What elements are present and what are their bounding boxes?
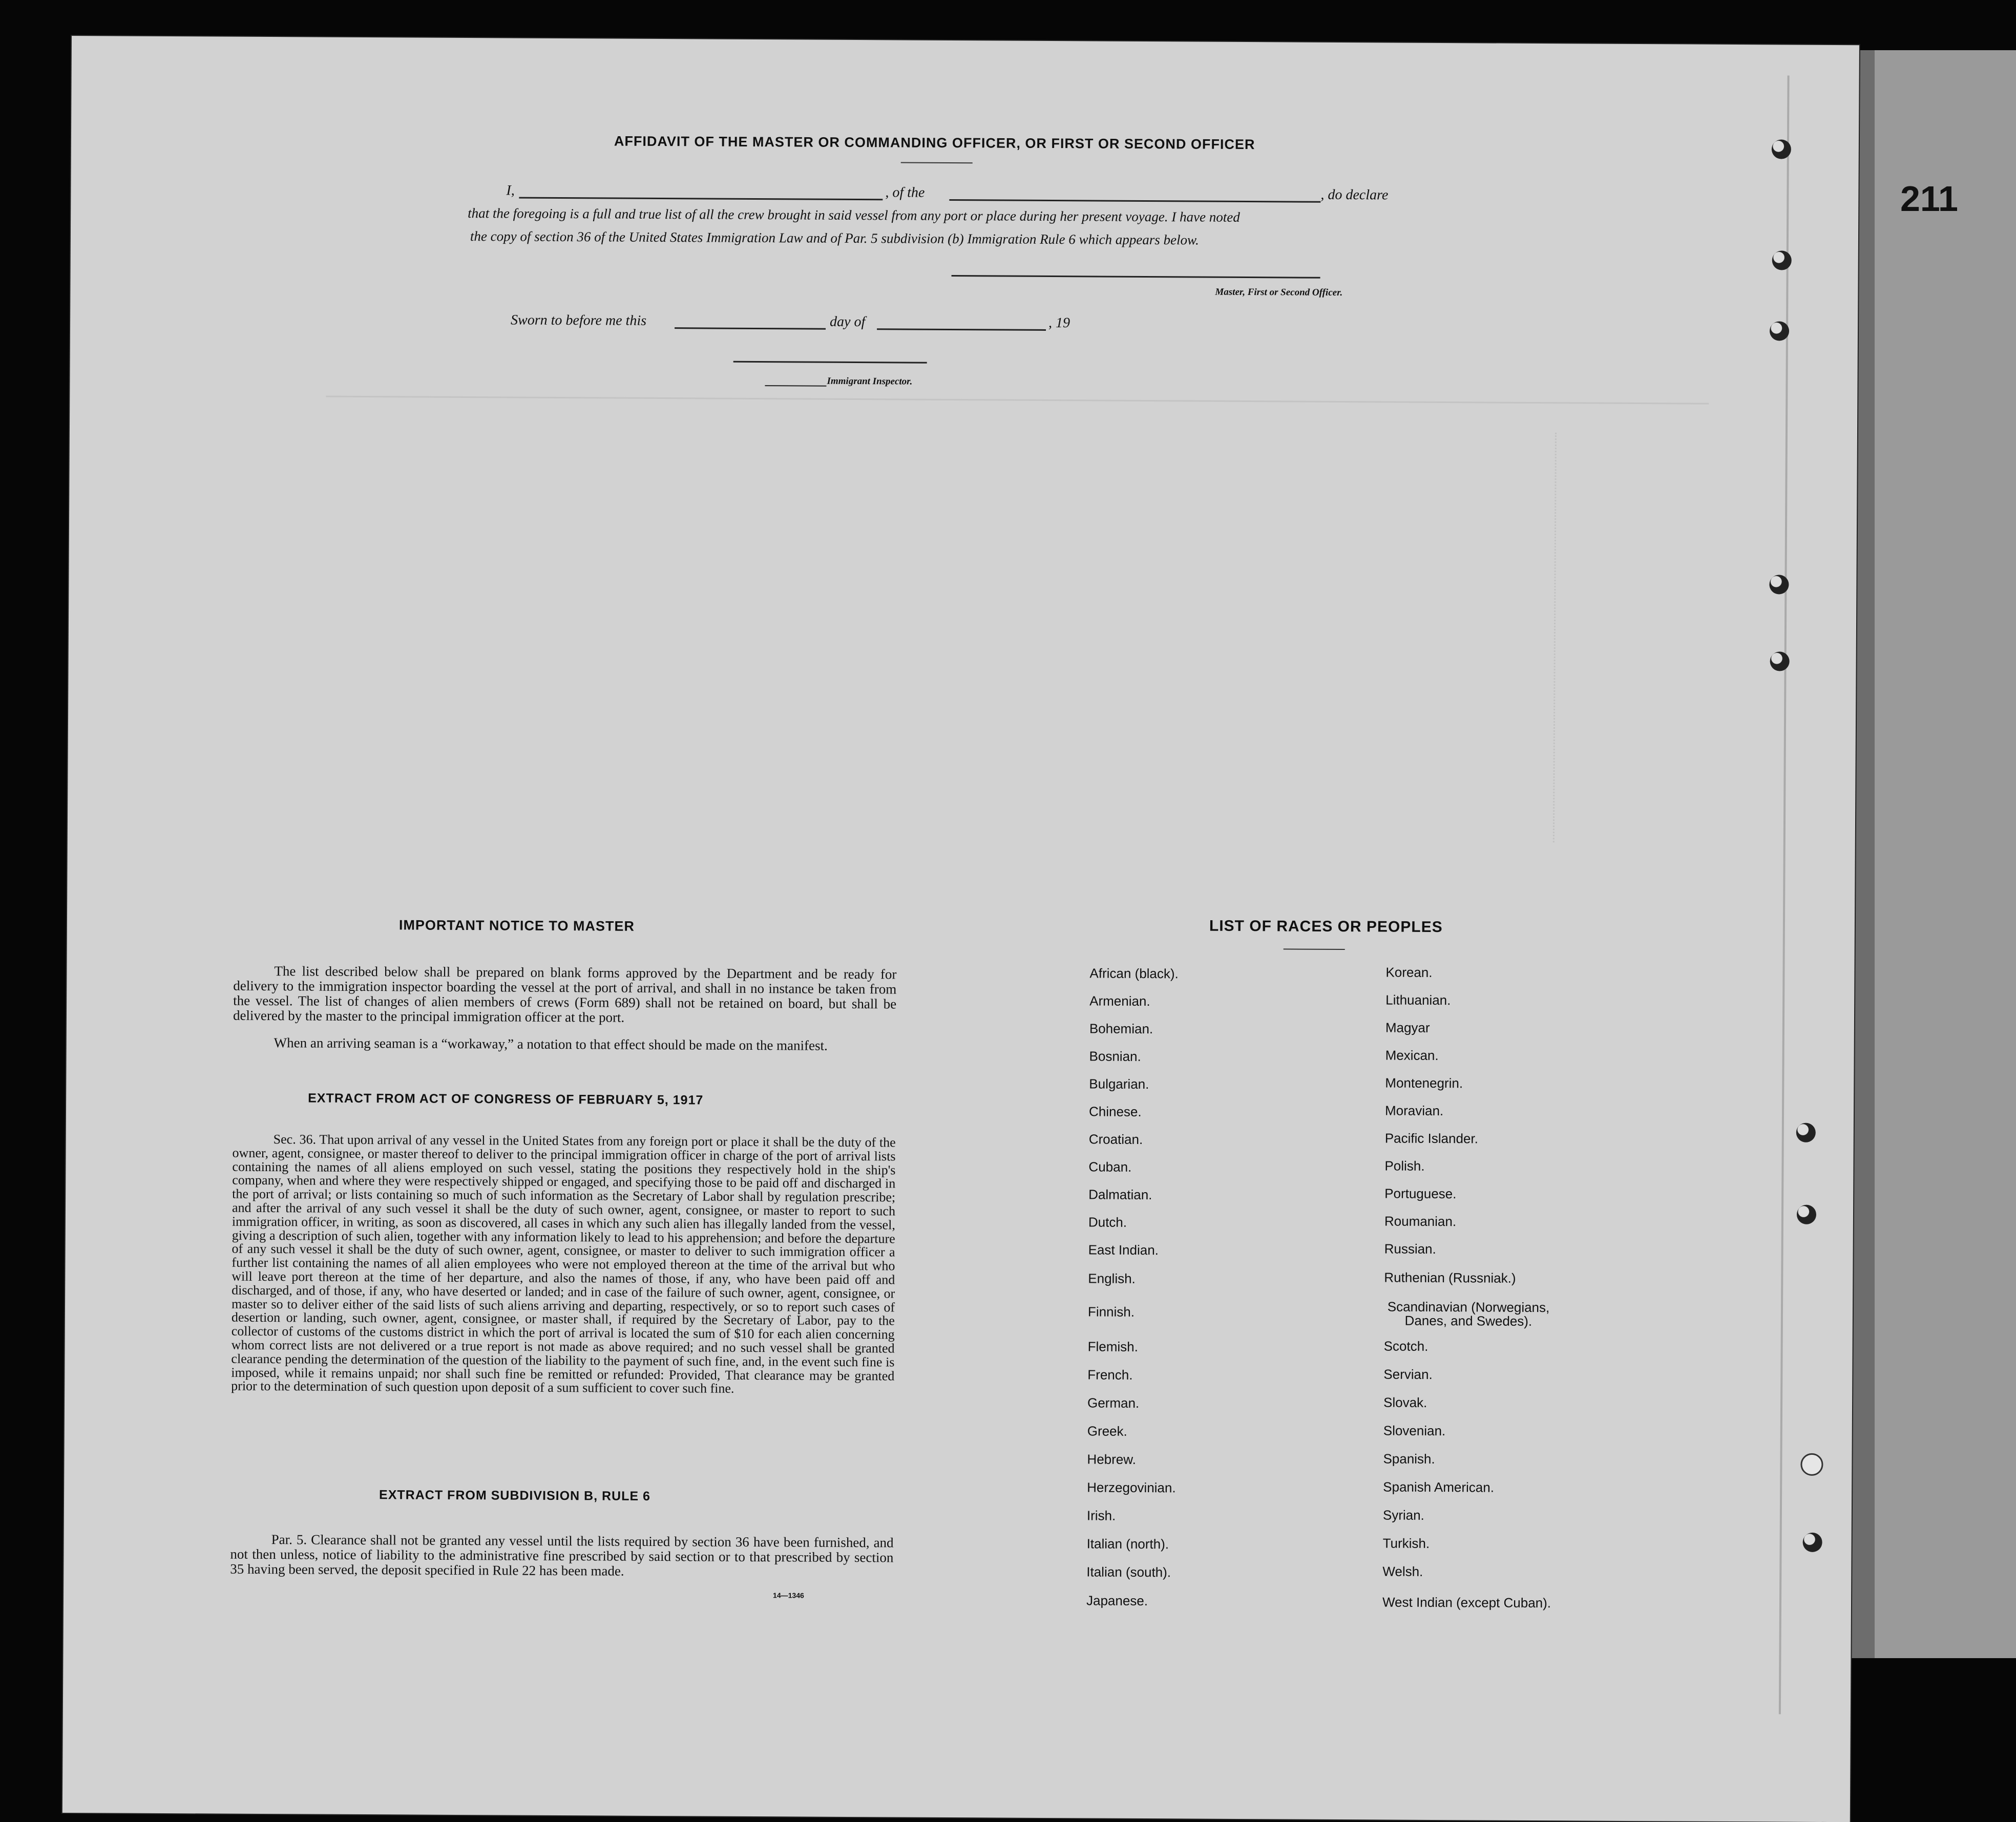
- form-number: 14—1346: [773, 1591, 804, 1600]
- race-item: Mexican.: [1385, 1047, 1439, 1063]
- race-item: Greek.: [1087, 1423, 1127, 1439]
- race-item: West Indian (except Cuban).: [1382, 1594, 1551, 1611]
- race-item: Spanish.: [1383, 1451, 1435, 1467]
- binder-hole: [1770, 321, 1789, 341]
- underlying-page: [1839, 50, 2016, 1658]
- race-item: German.: [1087, 1395, 1140, 1411]
- race-item: Polish.: [1384, 1158, 1425, 1174]
- affidavit-line-2: that the foregoing is a full and true list of all the crew brought in said vessel from any port or place during her present voyage. I have noted: [468, 205, 1240, 225]
- race-item: Korean.: [1385, 964, 1433, 980]
- binder-hole: [1770, 651, 1790, 671]
- race-item: East Indian.: [1088, 1242, 1159, 1258]
- race-item: Welsh.: [1382, 1563, 1423, 1579]
- master-signature-line[interactable]: [952, 275, 1320, 279]
- race-item: Spanish American.: [1383, 1479, 1495, 1495]
- race-item: Servian.: [1383, 1366, 1433, 1382]
- race-item: Bulgarian.: [1089, 1076, 1149, 1092]
- race-item: Roumanian.: [1384, 1213, 1457, 1230]
- binder-hole: [1769, 575, 1789, 594]
- race-item: Magyar: [1385, 1020, 1430, 1035]
- notice-title: IMPORTANT NOTICE TO MASTER: [398, 917, 635, 934]
- notice-paragraph-1: The list described below shall be prepared on blank forms approved by the Department and be ready for delivery to the immigration inspector boarding the vessel at the port of arrival, and shall in no instance be taken from the vessel. The list of changes of alien members of crews (Form 689) shall not be retained on board, but shall be delivered by the master to the principal immigration officer at the port.: [233, 963, 897, 1025]
- race-item: Lithuanian.: [1385, 992, 1451, 1008]
- affidavit-line-1: [470, 182, 1433, 208]
- race-item: Italian (south).: [1086, 1564, 1171, 1580]
- race-item: Bohemian.: [1089, 1021, 1153, 1037]
- master-signature-label: Master, First or Second Officer.: [1215, 286, 1343, 298]
- binder-hole: [1797, 1205, 1816, 1224]
- sworn-day-field[interactable]: [675, 313, 826, 330]
- race-item: Croatian.: [1088, 1131, 1143, 1147]
- underlying-page-number: 211: [1900, 179, 1958, 219]
- race-item: African (black).: [1089, 965, 1179, 982]
- race-item: Armenian.: [1089, 993, 1150, 1009]
- sworn-year: , 19: [1048, 314, 1070, 331]
- race-item: Hebrew.: [1087, 1451, 1136, 1467]
- binder-hole: [1772, 250, 1792, 270]
- race-item: Turkish.: [1382, 1535, 1430, 1551]
- race-item: Scotch.: [1383, 1338, 1429, 1354]
- binder-hole: [1803, 1533, 1822, 1552]
- affidavit-line-3: the copy of section 36 of the United States Immigration Law and of Par. 5 subdivision (b) Immigration Rule 6 which appears below.: [470, 228, 1199, 248]
- sworn-prefix: Sworn to before me this: [511, 312, 647, 329]
- affidavit-i: I,: [506, 182, 515, 199]
- races-left-column: [1086, 965, 1346, 1663]
- race-item: Japanese.: [1086, 1593, 1148, 1609]
- manifest-back-page: [62, 36, 1859, 1822]
- race-item: English.: [1088, 1270, 1136, 1286]
- race-item: Bosnian.: [1089, 1048, 1141, 1064]
- inspector-short-line[interactable]: [765, 385, 826, 387]
- extract-act-title: EXTRACT FROM ACT OF CONGRESS OF FEBRUARY 5, 1917: [308, 1091, 704, 1108]
- vessel-field[interactable]: [949, 185, 1320, 203]
- affidavit-do-declare: , do declare: [1320, 186, 1389, 203]
- binder-hole: [1772, 139, 1791, 159]
- race-item: Finnish.: [1087, 1304, 1135, 1320]
- notice-paragraph-2: When an arriving seaman is a “workaway,” a notation to that effect should be made on the manifest.: [274, 1035, 828, 1053]
- race-item: Ruthenian (Russniak.): [1384, 1269, 1516, 1286]
- title-rule: [901, 162, 973, 163]
- races-title: LIST OF RACES OR PEOPLES: [1209, 917, 1443, 936]
- binder-hole: [1800, 1453, 1823, 1476]
- race-item: Russian.: [1384, 1241, 1436, 1257]
- name-field[interactable]: [519, 183, 883, 201]
- race-item: Portuguese.: [1384, 1185, 1457, 1202]
- sworn-day-of: day of: [830, 313, 866, 330]
- race-item: Irish.: [1086, 1508, 1116, 1523]
- sworn-line: [511, 312, 1125, 335]
- sworn-month-field[interactable]: [877, 314, 1046, 331]
- extract-act-text: Sec. 36. That upon arrival of any vessel in the United States from any foreign port or place it shall be the duty of the owner, agent, consignee, or master thereof to deliver to the principal immigration officer in charge of the port of arrival lists containing the names of all aliens employed on such vessel, stating the positions they respectively hold in the ship's company, when and where they were respectively shipped or engaged, and specifying those to be paid off and discharged in the port of arrival; or lists containing so much of such information as the Secretary of Labor shall by regulation prescribe; and after the arrival of any such vessel it shall be the duty of such owner, agent, consignee, or master to report to such immigration officer, in writing, as soon as discovered, all cases in which any such alien has illegally landed from the vessel, giving a description of such alien, together with any information likely to lead to his apprehension; and before the departure of any such vessel it shall be the duty of such owner, agent, consignee, or master to deliver to such immigration officer a further list containing the names of all alien employees who were not employed thereon at the time of the arrival but who will leave port thereon at the time of her departure, and also the names of those, if any, who have been paid off and discharged, and of those, if any, who have deserted or landed; and in case of the failure of such owner, agent, consignee, or master so to deliver either of the said lists of such aliens arriving and departing, respectively, or so to report such cases of desertion or landing, such owner, agent, consignee, or master shall, if required by the Secretary of Labor, pay to the collector of customs of the customs district in which the port of arrival is located the sum of $10 for each alien concerning whom correct lists are not delivered or a true report is not made as above required; and no such vessel shall be granted clearance pending the determination of the question of the liability to the payment of such fine, and, in the event such fine is imposed, while it remains unpaid; nor shall such fine be remitted or refunded: Provided, That clearance may be granted prior to the determination of such question upon deposit of a sum sufficient to cover such fine.: [231, 1132, 896, 1396]
- race-item: Flemish.: [1087, 1339, 1138, 1354]
- race-item: Dutch.: [1088, 1214, 1127, 1230]
- race-item: Slovenian.: [1383, 1423, 1446, 1439]
- race-item: Dalmatian.: [1088, 1187, 1152, 1203]
- inspector-label: Immigrant Inspector.: [827, 375, 913, 387]
- races-title-rule: [1284, 948, 1345, 950]
- race-item: Herzegovinian.: [1087, 1479, 1176, 1496]
- affidavit-title: AFFIDAVIT OF THE MASTER OR COMMANDING OFFICER, OR FIRST OR SECOND OFFICER: [614, 133, 1255, 153]
- race-item: Italian (north).: [1086, 1536, 1169, 1552]
- affidavit-of-the: , of the: [885, 184, 925, 201]
- race-item: Syrian.: [1382, 1507, 1424, 1523]
- extract-rule-title: EXTRACT FROM SUBDIVISION B, RULE 6: [379, 1488, 651, 1503]
- race-item: Pacific Islander.: [1384, 1130, 1478, 1147]
- race-item: Montenegrin.: [1385, 1075, 1463, 1091]
- race-item: Cuban.: [1088, 1159, 1132, 1175]
- race-item: Scandinavian (Norwegians, Danes, and Swedes).: [1387, 1299, 1550, 1329]
- inspector-signature-line[interactable]: [733, 361, 927, 364]
- races-right-column: [1382, 964, 1693, 1662]
- bleed-through: [72, 36, 1859, 45]
- race-item: French.: [1087, 1367, 1133, 1383]
- race-item: Chinese.: [1088, 1104, 1142, 1119]
- race-item: Slovak.: [1383, 1394, 1427, 1410]
- race-item: Moravian.: [1384, 1103, 1444, 1119]
- binder-hole: [1796, 1123, 1816, 1142]
- extract-rule-text: Par. 5. Clearance shall not be granted any vessel until the lists required by section 36 have been furnished, and not then unless, notice of liability to the administrative fine prescribed by said section or to that prescribed by section 35 having been served, the deposit specified in Rule 22 has been made.: [230, 1532, 894, 1579]
